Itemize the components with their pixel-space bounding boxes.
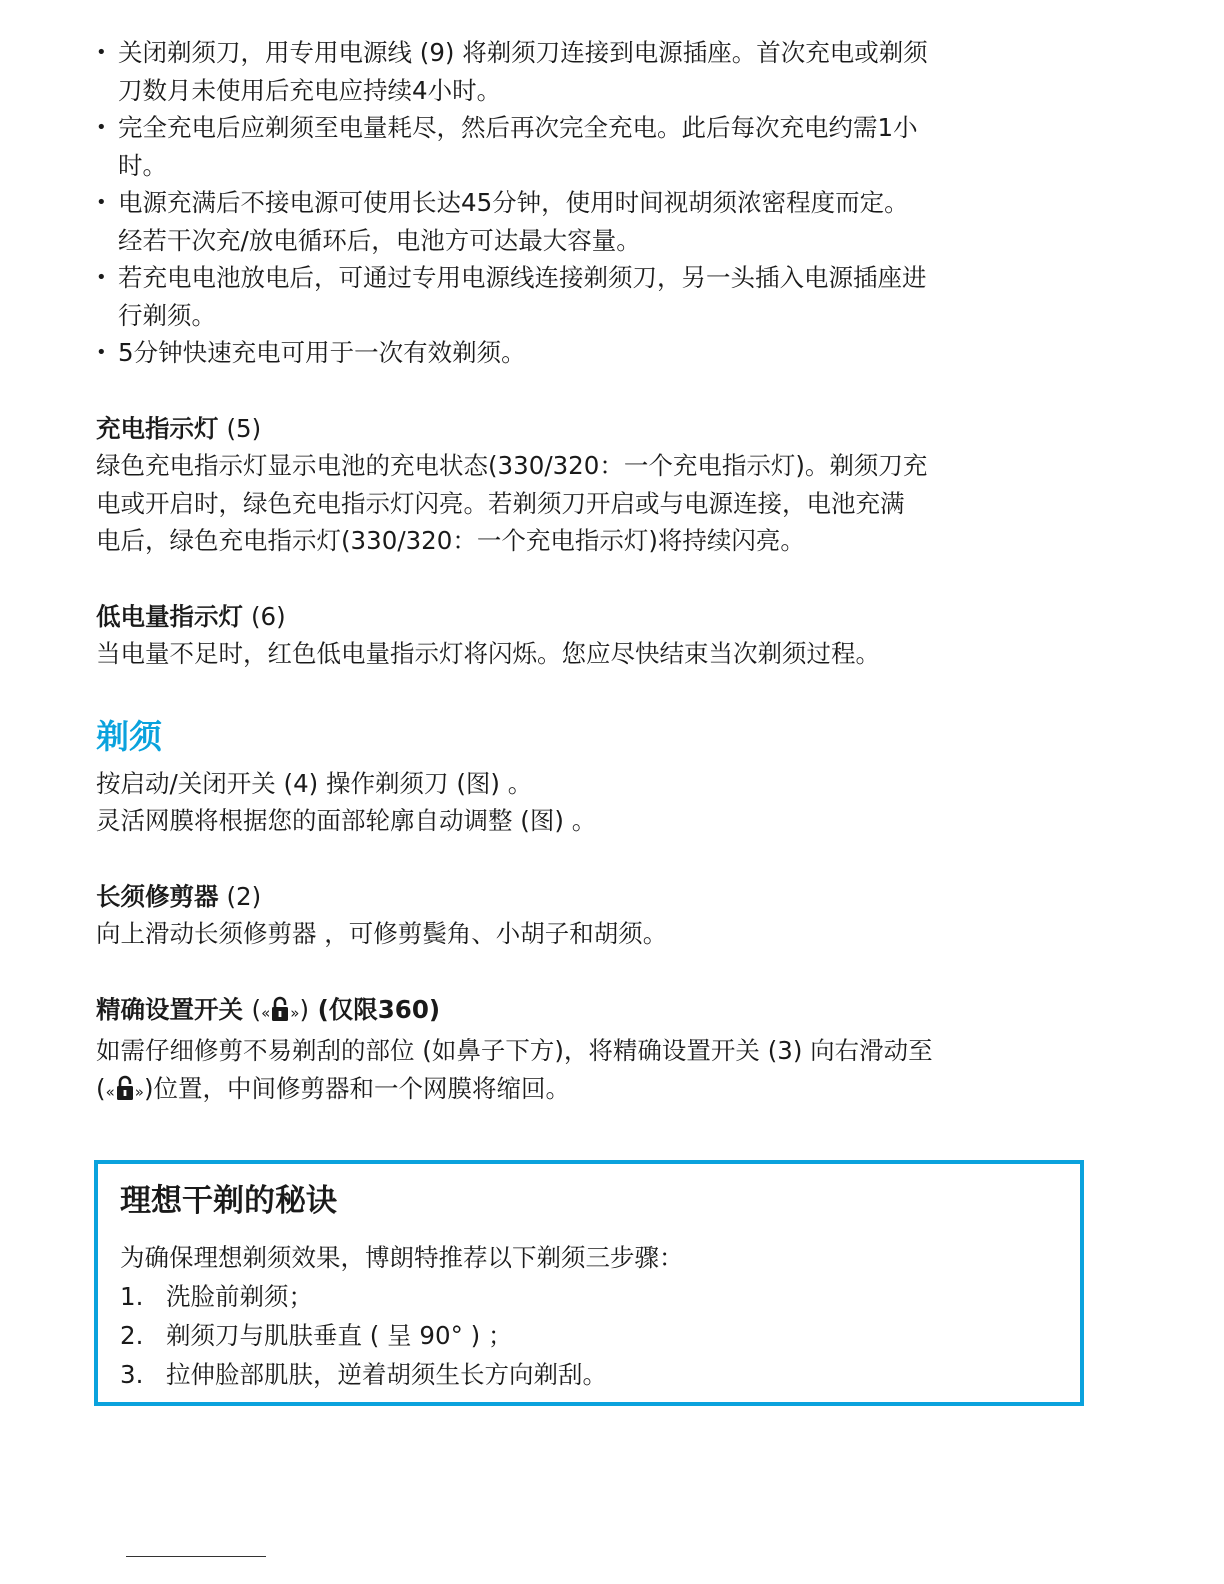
- tips-intro: 为确保理想剃须效果，博朗特推荐以下剃须三步骤：: [120, 1243, 684, 1272]
- low-indicator-ref: (6): [251, 601, 286, 631]
- precision-title: [96, 991, 1096, 1033]
- tips-inner: [120, 1178, 1060, 1394]
- lock-icon: [116, 1075, 134, 1101]
- bullet-line: 行剃须。: [118, 300, 216, 330]
- precision-limit: (仅限360): [317, 994, 441, 1024]
- guillemet: »: [134, 1082, 144, 1101]
- bullet-dot: •: [96, 192, 107, 213]
- low-indicator-line: 当电量不足时，红色低电量指示灯将闪烁。您应尽快结束当次剃须过程。: [96, 639, 880, 668]
- bullet-item: [96, 34, 1096, 109]
- bullet-line: 关闭剃须刀，用专用电源线 (9) 将剃须刀连接到电源插座。首次充电或剃须: [118, 38, 928, 67]
- precision-line: 如需仔细修剪不易剃刮的部位 (如鼻子下方)，将精确设置开关 (3) 向右滑动至: [96, 1036, 933, 1065]
- content: [96, 34, 1096, 1111]
- step-number: 3.: [120, 1360, 144, 1389]
- shaving-section: [96, 715, 1096, 840]
- list-item: [120, 1316, 1060, 1355]
- tips-steps: [120, 1277, 1060, 1394]
- tips-box: [94, 1160, 1084, 1406]
- bullet-line: 电源充满后不接电源可使用长达45分钟，使用时间视胡须浓密程度而定。: [118, 188, 909, 217]
- low-indicator-title: [96, 598, 1096, 636]
- precision-section: [96, 991, 1096, 1112]
- charge-indicator-title-text: 充电指示灯: [96, 413, 219, 443]
- precision-symbol: [252, 995, 310, 1024]
- paren: ): [299, 994, 310, 1024]
- bullet-line: 若充电电池放电后，可通过专用电源线连接剃须刀，另一头插入电源插座进: [118, 263, 927, 292]
- charge-indicator-title: [96, 410, 1096, 448]
- step-text: 洗脸前剃须；: [166, 1282, 313, 1311]
- charge-indicator-ref: (5): [226, 413, 262, 443]
- tips-title: 理想干剃的秘诀: [120, 1183, 337, 1219]
- charge-indicator-line: 电或开启时，绿色充电指示灯闪亮。若剃须刀开启或与电源连接，电池充满: [96, 488, 905, 518]
- step-number: 1.: [120, 1282, 144, 1311]
- precision-title-text: 精确设置开关: [96, 994, 243, 1024]
- list-item: [120, 1355, 1060, 1394]
- bullet-dot: •: [96, 267, 107, 288]
- guillemet: »: [290, 1003, 300, 1022]
- shaving-title: 剃须: [96, 716, 162, 756]
- trimmer-ref: (2): [226, 881, 262, 911]
- bullet-item: [96, 334, 1096, 372]
- precision-line-text: 位置，中间修剪器和一个网膜将缩回。: [153, 1073, 570, 1103]
- bullet-line: 时。: [118, 150, 167, 180]
- precision-line-2: [96, 1070, 1096, 1112]
- paren: (: [251, 994, 262, 1024]
- paren: (: [96, 1073, 106, 1103]
- bullet-line: 完全充电后应剃须至电量耗尽，然后再次完全充电。此后每次充电约需1小: [118, 113, 918, 142]
- guillemet: «: [261, 1003, 271, 1022]
- bullet-line: 经若干次充/放电循环后，电池方可达最大容量。: [118, 225, 641, 255]
- shaving-line: 按启动/关闭开关 (4) 操作剃须刀 (图) 。: [96, 768, 533, 798]
- bullet-line: 5分钟快速充电可用于一次有效剃须。: [118, 338, 526, 367]
- trimmer-line: 向上滑动长须修剪器 ，可修剪鬓角、小胡子和胡须。: [96, 919, 668, 948]
- step-text: 拉伸脸部肌肤，逆着胡须生长方向剃刮。: [166, 1360, 607, 1389]
- bullet-dot: •: [96, 117, 107, 138]
- bullet-item: [96, 184, 1096, 259]
- bullet-line: 刀数月未使用后充电应持续4小时。: [118, 75, 502, 105]
- step-text: 剃须刀与肌肤垂直 ( 呈 90° ) ；: [166, 1321, 513, 1350]
- bullet-dot: •: [96, 342, 107, 363]
- low-indicator-section: [96, 598, 1096, 673]
- low-indicator-title-text: 低电量指示灯: [96, 601, 243, 631]
- footer-rule: [126, 1556, 266, 1557]
- trimmer-title: [96, 878, 1096, 916]
- bullet-item: [96, 109, 1096, 184]
- shaving-line: 灵活网膜将根据您的面部轮廓自动调整 (图) 。: [96, 806, 597, 835]
- trimmer-section: [96, 878, 1096, 953]
- charge-indicator-section: [96, 410, 1096, 560]
- step-number: 2.: [120, 1321, 144, 1350]
- trimmer-title-text: 长须修剪器: [96, 881, 219, 911]
- charge-indicator-line: 电后，绿色充电指示灯(330/320：一个充电指示灯)将持续闪亮。: [96, 526, 805, 555]
- bullet-item: [96, 259, 1096, 334]
- paren: ): [143, 1073, 154, 1103]
- bullet-dot: •: [96, 42, 107, 63]
- list-item: [120, 1277, 1060, 1316]
- guillemet: «: [105, 1082, 115, 1101]
- lock-icon: [271, 996, 289, 1022]
- charge-indicator-line: 绿色充电指示灯显示电池的充电状态(330/320：一个充电指示灯)。剃须刀充: [96, 451, 928, 480]
- charging-bullets: [96, 34, 1096, 372]
